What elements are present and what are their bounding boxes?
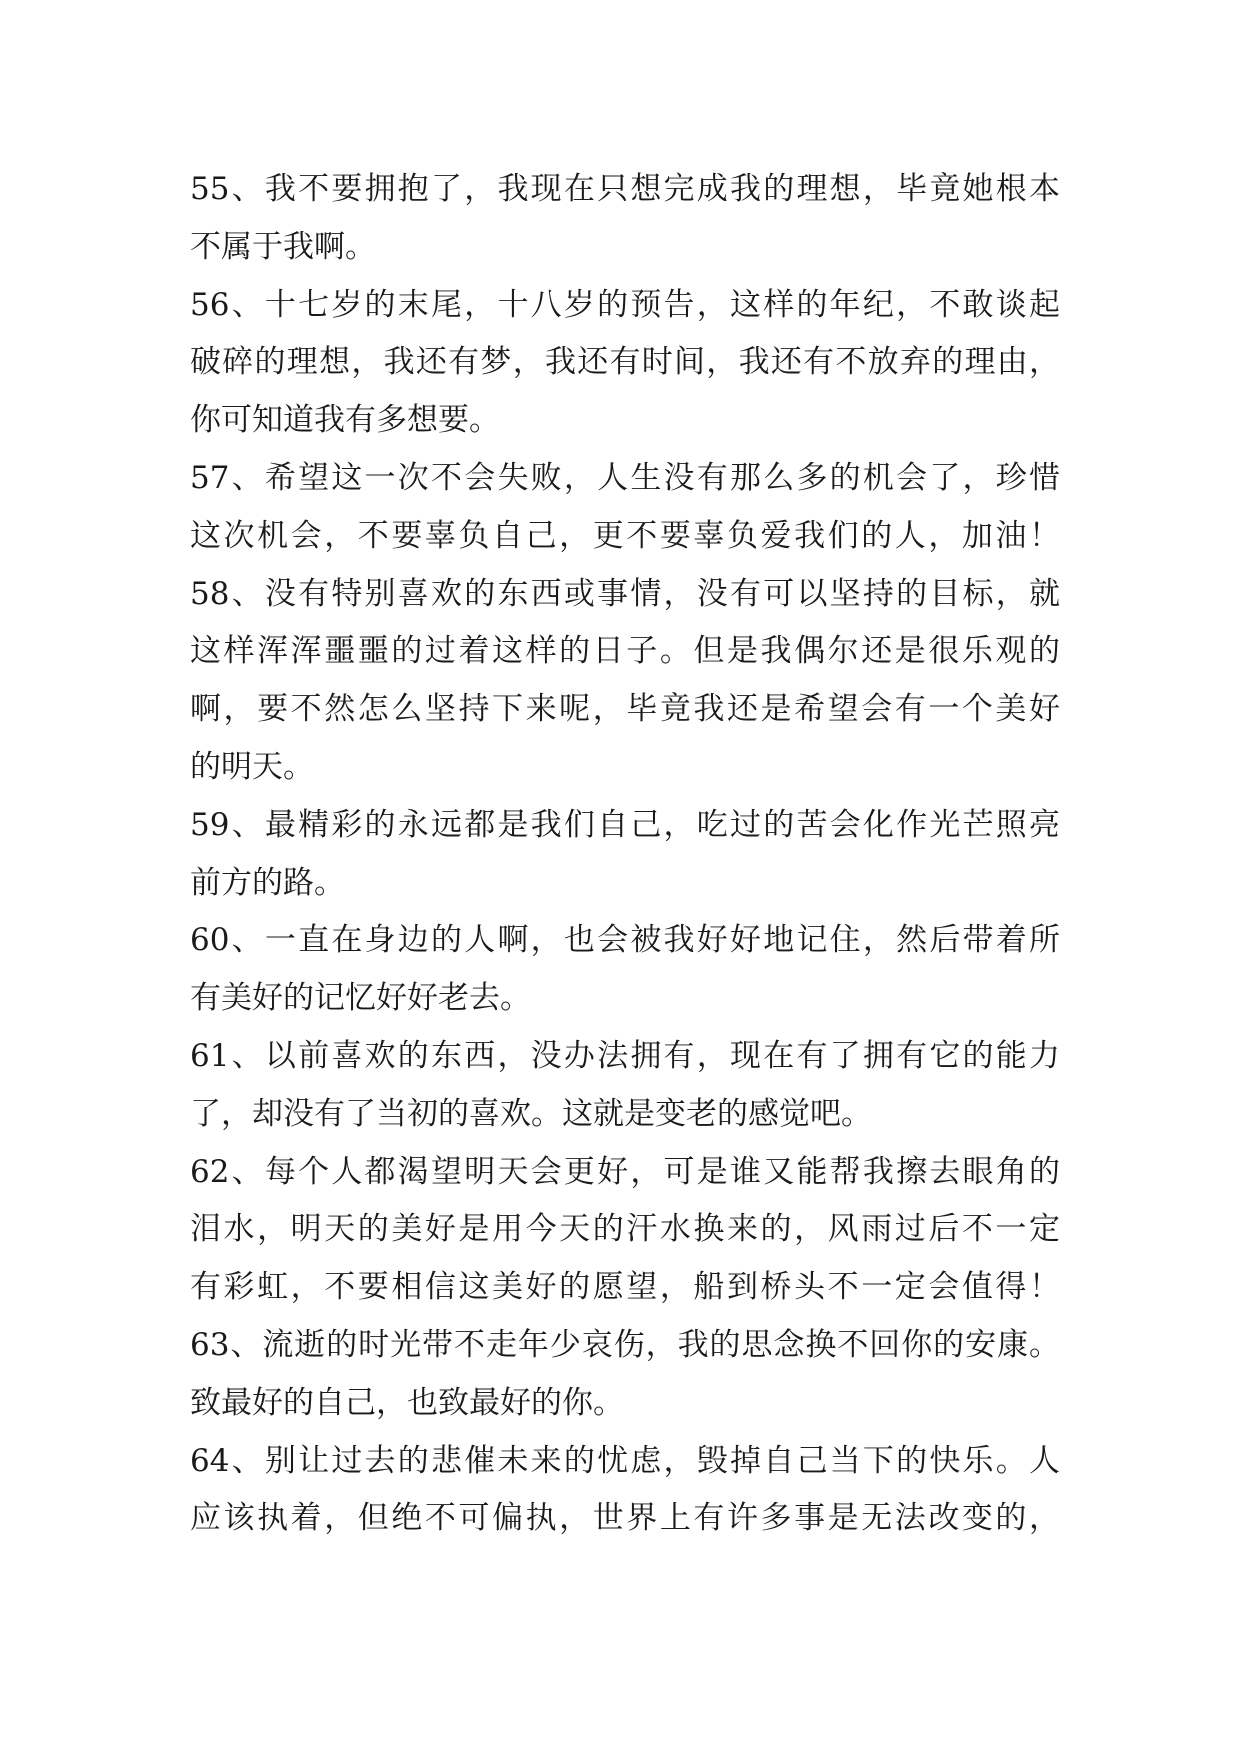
text-line: 这样浑浑噩噩的过着这样的日子。但是我偶尔还是很乐观的 (190, 633, 1060, 670)
text-line: 应该执着，但绝不可偏执，世界上有许多事是无法改变的， (190, 1500, 1060, 1537)
text-line: 62、每个人都渴望明天会更好，可是谁又能帮我擦去眼角的 (190, 1153, 1060, 1190)
text-line: 致最好的自己，也致最好的你。 (190, 1384, 624, 1421)
text-line: 60、一直在身边的人啊，也会被我好好地记住，然后带着所 (190, 922, 1060, 959)
text-line: 55、我不要拥抱了，我现在只想完成我的理想，毕竟她根本 (190, 171, 1060, 207)
text-line: 的明天。 (190, 748, 314, 785)
text-line: 破碎的理想，我还有梦，我还有时间，我还有不放弃的理由， (190, 344, 1060, 381)
text-line: 有美好的记忆好好老去。 (190, 980, 531, 1017)
text-line: 57、希望这一次不会失败，人生没有那么多的机会了，珍惜 (190, 459, 1060, 496)
text-line: 啊，要不然怎么坚持下来呢，毕竟我还是希望会有一个美好 (190, 691, 1060, 728)
document-body (190, 161, 1060, 1548)
text-line: 前方的路。 (190, 864, 345, 901)
text-line: 58、没有特别喜欢的东西或事情，没有可以坚持的目标，就 (190, 575, 1060, 612)
text-line: 这次机会，不要辜负自己，更不要辜负爱我们的人，加油！ (190, 517, 1060, 554)
text-line: 61、以前喜欢的东西，没办法拥有，现在有了拥有它的能力 (190, 1037, 1060, 1074)
text-line: 63、流逝的时光带不走年少哀伤，我的思念换不回你的安康。 (190, 1326, 1060, 1363)
text-line: 59、最精彩的永远都是我们自己，吃过的苦会化作光芒照亮 (190, 806, 1060, 843)
text-line: 泪水，明天的美好是用今天的汗水换来的，风雨过后不一定 (190, 1211, 1060, 1248)
text-line: 56、十七岁的末尾，十八岁的预告，这样的年纪，不敢谈起 (190, 286, 1060, 323)
text-line: 了，却没有了当初的喜欢。这就是变老的感觉吧。 (190, 1095, 872, 1132)
text-line: 你可知道我有多想要。 (190, 402, 500, 439)
text-line: 有彩虹，不要相信这美好的愿望，船到桥头不一定会值得！ (190, 1269, 1060, 1306)
text-line: 64、别让过去的悲催未来的忧虑，毁掉自己当下的快乐。人 (190, 1442, 1060, 1479)
text-line: 不属于我啊。 (190, 228, 376, 265)
